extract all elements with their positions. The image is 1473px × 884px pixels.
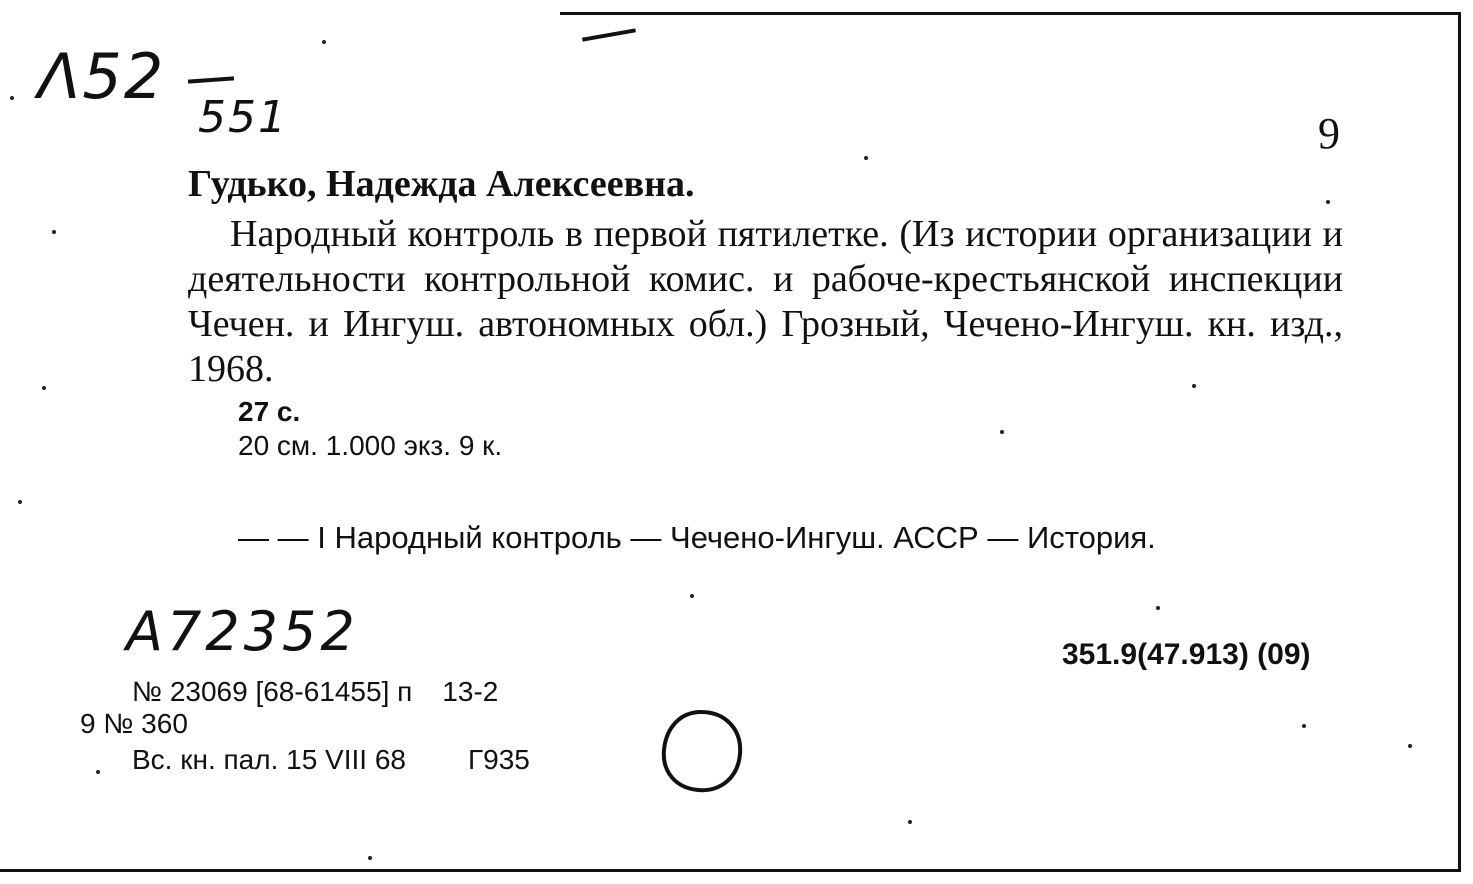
paper-speck	[52, 230, 56, 234]
card-border-bottom	[0, 869, 1461, 872]
title-statement: Народный контроль в первой пятилетке. (Из истории организации и деятельности контрольной комис. и рабоче-крестьянской инспекции Чечен. и Ингуш. автономных обл.) Грозный, Чечено-Ингуш. кн. изд., 1968.	[188, 213, 1343, 390]
stamp-circle-icon	[656, 706, 746, 796]
chamber-record: Вс. кн. пал. 15 VIII 68	[132, 744, 406, 775]
paper-speck	[10, 96, 14, 100]
batch-number: 9 № 360	[80, 708, 188, 739]
order-code: 13-2	[442, 676, 499, 707]
shelf-mark-top: Λ52	[38, 40, 166, 113]
card-number: 9	[1318, 109, 1340, 158]
paper-speck	[368, 856, 372, 860]
inventory-number: A72352	[126, 600, 359, 663]
paper-speck	[1192, 384, 1196, 388]
paper-speck	[1302, 724, 1306, 728]
paper-speck	[1156, 606, 1160, 610]
order-number: № 23069 [68-61455] п	[132, 676, 413, 707]
subject-headings: — — I Народный контроль — Чечено-Ингуш. АССР — История.	[238, 520, 1156, 555]
chamber-line	[132, 744, 530, 776]
shelf-mark-bottom: 551	[198, 92, 288, 143]
paper-speck	[908, 820, 912, 824]
paper-speck	[864, 156, 868, 160]
shelf-mark-divider	[188, 76, 234, 83]
order-line	[132, 676, 498, 708]
card-border-right	[1458, 12, 1461, 872]
physical-description: 20 см. 1.000 экз. 9 к.	[238, 430, 503, 461]
paper-speck	[1408, 744, 1412, 748]
paper-speck	[690, 594, 694, 598]
author-heading: Гудько, Надежда Алексеевна.	[188, 163, 695, 205]
paper-speck	[1326, 200, 1330, 204]
card-border-top	[560, 12, 1460, 15]
chamber-code: Г935	[468, 744, 530, 775]
paper-speck	[1000, 430, 1004, 434]
pen-stroke	[582, 28, 636, 41]
paper-speck	[96, 770, 100, 774]
paper-speck	[18, 500, 22, 504]
pagination: 27 с.	[238, 396, 301, 427]
paper-speck	[42, 386, 46, 390]
paper-speck	[322, 40, 326, 44]
classification-index: 351.9(47.913) (09)	[1062, 638, 1311, 671]
